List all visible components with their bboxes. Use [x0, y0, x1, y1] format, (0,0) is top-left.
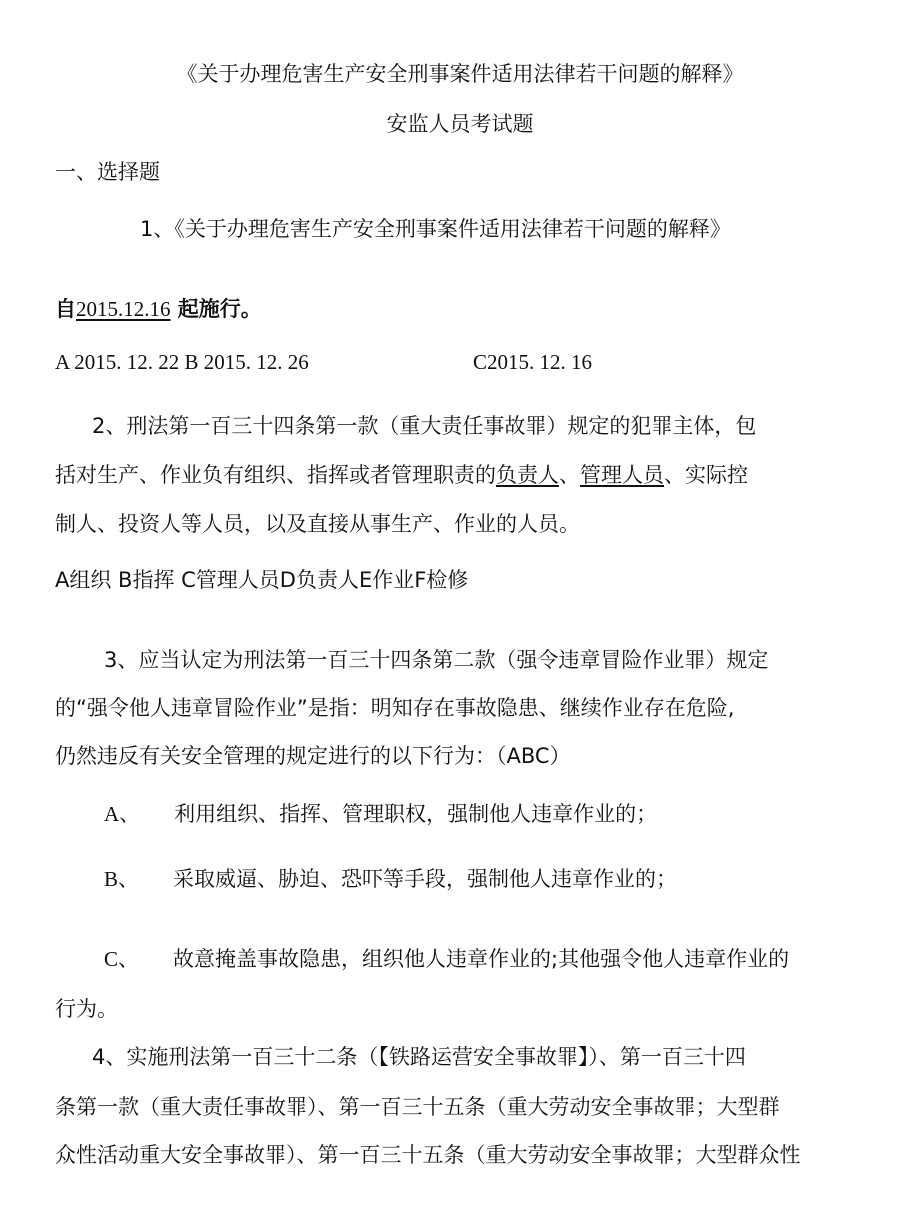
section-heading: 一、选择题 — [55, 160, 160, 184]
question-4-line-1: 4、实施刑法第一百三十二条（【铁路运营安全事故罪】）、第一百三十四 — [92, 1045, 746, 1069]
option-a-text: 利用组织、指挥、管理职权，强制他人违章作业的； — [174, 802, 658, 826]
question-3-option-b — [104, 865, 677, 893]
question-1-text: 1、《关于办理危害生产安全刑事案件适用法律若干问题的解释》 — [140, 217, 731, 241]
question-3-option-c — [104, 945, 789, 973]
option-c-label: C、 — [104, 947, 140, 971]
question-2-line-3: 制人、投资人等人员，以及直接从事生产、作业的人员。 — [55, 512, 580, 536]
question-3-option-c-continued: 行为。 — [55, 997, 118, 1021]
question-2-line-2-end: 、实际控 — [664, 463, 748, 487]
question-3-line-1: 3、应当认定为刑法第一百三十四条第二款（强令违章冒险作业罪）规定 — [104, 648, 769, 672]
question-4-line-2: 条第一款（重大责任事故罪）、第一百三十五条（重大劳动安全事故罪；大型群 — [55, 1095, 780, 1119]
document-title: 《关于办理危害生产安全刑事案件适用法律若干问题的解释》 — [176, 62, 744, 86]
option-b-text: 采取威逼、胁迫、恐吓等手段，强制他人违章作业的； — [173, 867, 678, 891]
question-1-options-ab: A 2015. 12. 22 B 2015. 12. 26 — [55, 350, 309, 374]
question-2-separator: 、 — [559, 463, 580, 487]
question-2-line-2 — [55, 461, 748, 489]
question-3-line-2: 的“强令他人违章冒险作业”是指：明知存在事故隐患、继续作业存在危险, — [55, 696, 735, 720]
question-3-line-3: 仍然违反有关安全管理的规定进行的以下行为：（ABC） — [55, 744, 571, 768]
option-b-label: B、 — [104, 867, 140, 891]
question-2-line-2-start: 括对生产、作业负有组织、指挥或者管理职责的 — [55, 463, 496, 487]
question-1-answer-line — [55, 295, 262, 323]
question-2-answer-1: 负责人 — [496, 463, 559, 487]
option-c-text: 故意掩盖事故隐患，组织他人违章作业的;其他强令他人违章作业的 — [173, 947, 790, 971]
question-1-answer: 2015.12.16 — [76, 297, 171, 321]
question-1-prefix: 自 — [55, 297, 76, 321]
question-2-options: A组织 B指挥 C管理人员D负责人E作业F检修 — [55, 568, 469, 592]
question-4-line-3: 众性活动重大安全事故罪）、第一百三十五条（重大劳动安全事故罪；大型群众性 — [55, 1143, 801, 1167]
question-2-line-1: 2、刑法第一百三十四条第一款（重大责任事故罪）规定的犯罪主体，包 — [92, 414, 757, 438]
question-2-answer-2: 管理人员 — [580, 463, 664, 487]
question-1-suffix: 起施行。 — [170, 297, 262, 321]
option-a-label: A、 — [104, 802, 141, 826]
question-3-option-a — [104, 800, 657, 828]
question-1-option-c: C2015. 12. 16 — [473, 350, 593, 374]
document-subtitle: 安监人员考试题 — [386, 112, 534, 136]
